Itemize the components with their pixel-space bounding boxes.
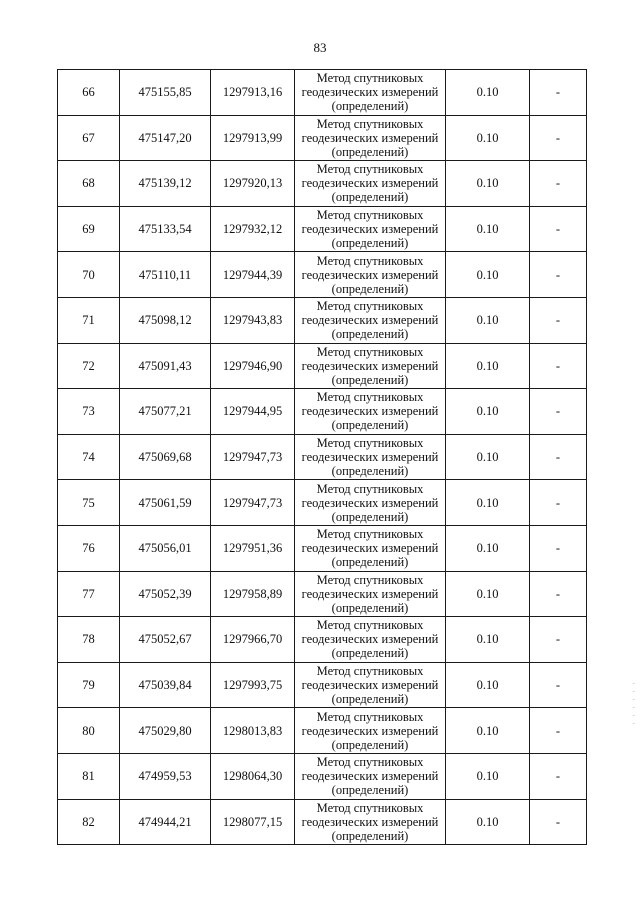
x-coordinate-cell: 474959,53 <box>120 753 211 799</box>
method-line: (определений) <box>331 783 409 798</box>
y-coordinate-cell: 1298077,15 <box>211 799 295 845</box>
method-line: геодезических измерений <box>301 769 439 784</box>
accuracy-cell: 0.10 <box>446 115 530 161</box>
accuracy-cell: 0.10 <box>446 617 530 663</box>
table-row <box>58 662 587 708</box>
method-line: геодезических измерений <box>301 450 439 465</box>
method-cell <box>295 252 446 298</box>
y-coordinate-cell: 1297920,13 <box>211 161 295 207</box>
y-coordinate-cell: 1297951,36 <box>211 525 295 571</box>
method-line: (определений) <box>331 144 409 159</box>
x-coordinate-cell: 475098,12 <box>120 297 211 343</box>
accuracy-cell: 0.10 <box>446 799 530 845</box>
x-coordinate-cell: 475133,54 <box>120 206 211 252</box>
accuracy-cell: 0.10 <box>446 525 530 571</box>
note-cell: - <box>530 252 587 298</box>
method-line: (определений) <box>331 372 409 387</box>
method-line: Метод спутниковых <box>316 344 424 359</box>
x-coordinate-cell: 475052,39 <box>120 571 211 617</box>
method-line: (определений) <box>331 600 409 615</box>
method-line: геодезических измерений <box>301 222 439 237</box>
method-line: геодезических измерений <box>301 176 439 191</box>
point-number-cell: 78 <box>58 617 120 663</box>
method-line: геодезических измерений <box>301 723 439 738</box>
y-coordinate-cell: 1297946,90 <box>211 343 295 389</box>
point-number-cell: 67 <box>58 115 120 161</box>
method-line: геодезических измерений <box>301 130 439 145</box>
method-line: геодезических измерений <box>301 267 439 282</box>
x-coordinate-cell: 475139,12 <box>120 161 211 207</box>
accuracy-cell: 0.10 <box>446 662 530 708</box>
table-row <box>58 480 587 526</box>
accuracy-cell: 0.10 <box>446 161 530 207</box>
method-line: (определений) <box>331 418 409 433</box>
method-cell <box>295 70 446 116</box>
table-row <box>58 799 587 845</box>
table-row <box>58 708 587 754</box>
y-coordinate-cell: 1297943,83 <box>211 297 295 343</box>
y-coordinate-cell: 1298064,30 <box>211 753 295 799</box>
x-coordinate-cell: 475091,43 <box>120 343 211 389</box>
method-line: Метод спутниковых <box>316 755 424 770</box>
point-number-cell: 66 <box>58 70 120 116</box>
y-coordinate-cell: 1297944,95 <box>211 389 295 435</box>
method-line: (определений) <box>331 646 409 661</box>
note-cell: - <box>530 571 587 617</box>
coordinates-table-body <box>58 70 587 845</box>
table-row <box>58 297 587 343</box>
method-cell <box>295 343 446 389</box>
method-cell <box>295 571 446 617</box>
method-line: Метод спутниковых <box>316 572 424 587</box>
margin-scan-artifact: . . . . . . <box>633 678 635 726</box>
y-coordinate-cell: 1298013,83 <box>211 708 295 754</box>
x-coordinate-cell: 474944,21 <box>120 799 211 845</box>
x-coordinate-cell: 475061,59 <box>120 480 211 526</box>
method-line: (определений) <box>331 327 409 342</box>
method-cell <box>295 480 446 526</box>
method-line: Метод спутниковых <box>316 116 424 131</box>
x-coordinate-cell: 475052,67 <box>120 617 211 663</box>
method-line: Метод спутниковых <box>316 664 424 679</box>
accuracy-cell: 0.10 <box>446 434 530 480</box>
accuracy-cell: 0.10 <box>446 708 530 754</box>
note-cell: - <box>530 297 587 343</box>
point-number-cell: 82 <box>58 799 120 845</box>
y-coordinate-cell: 1297913,16 <box>211 70 295 116</box>
method-line: геодезических измерений <box>301 404 439 419</box>
method-cell <box>295 206 446 252</box>
method-line: (определений) <box>331 555 409 570</box>
method-cell <box>295 434 446 480</box>
method-line: геодезических измерений <box>301 678 439 693</box>
method-line: Метод спутниковых <box>316 253 424 268</box>
table-row <box>58 70 587 116</box>
table-row <box>58 252 587 298</box>
point-number-cell: 77 <box>58 571 120 617</box>
note-cell: - <box>530 799 587 845</box>
method-cell <box>295 161 446 207</box>
method-cell <box>295 115 446 161</box>
table-row <box>58 206 587 252</box>
method-line: геодезических измерений <box>301 495 439 510</box>
method-line: Метод спутниковых <box>316 162 424 177</box>
method-line: (определений) <box>331 281 409 296</box>
method-line: (определений) <box>331 737 409 752</box>
method-line: Метод спутниковых <box>316 71 424 86</box>
point-number-cell: 80 <box>58 708 120 754</box>
table-row <box>58 525 587 571</box>
method-line: Метод спутниковых <box>316 481 424 496</box>
method-cell <box>295 617 446 663</box>
method-cell <box>295 708 446 754</box>
table-row <box>58 389 587 435</box>
x-coordinate-cell: 475077,21 <box>120 389 211 435</box>
accuracy-cell: 0.10 <box>446 343 530 389</box>
accuracy-cell: 0.10 <box>446 753 530 799</box>
table-row <box>58 753 587 799</box>
method-cell <box>295 753 446 799</box>
method-line: Метод спутниковых <box>316 299 424 314</box>
note-cell: - <box>530 389 587 435</box>
method-line: (определений) <box>331 99 409 114</box>
coordinates-table <box>57 69 587 845</box>
y-coordinate-cell: 1297958,89 <box>211 571 295 617</box>
point-number-cell: 75 <box>58 480 120 526</box>
accuracy-cell: 0.10 <box>446 389 530 435</box>
note-cell: - <box>530 480 587 526</box>
method-line: (определений) <box>331 692 409 707</box>
note-cell: - <box>530 753 587 799</box>
point-number-cell: 79 <box>58 662 120 708</box>
point-number-cell: 76 <box>58 525 120 571</box>
method-line: Метод спутниковых <box>316 800 424 815</box>
method-line: (определений) <box>331 464 409 479</box>
note-cell: - <box>530 525 587 571</box>
x-coordinate-cell: 475110,11 <box>120 252 211 298</box>
method-line: (определений) <box>331 509 409 524</box>
note-cell: - <box>530 343 587 389</box>
accuracy-cell: 0.10 <box>446 480 530 526</box>
note-cell: - <box>530 70 587 116</box>
y-coordinate-cell: 1297913,99 <box>211 115 295 161</box>
note-cell: - <box>530 115 587 161</box>
x-coordinate-cell: 475029,80 <box>120 708 211 754</box>
x-coordinate-cell: 475056,01 <box>120 525 211 571</box>
accuracy-cell: 0.10 <box>446 70 530 116</box>
method-line: геодезических измерений <box>301 586 439 601</box>
y-coordinate-cell: 1297947,73 <box>211 480 295 526</box>
table-row <box>58 617 587 663</box>
method-line: геодезических измерений <box>301 541 439 556</box>
method-line: геодезических измерений <box>301 85 439 100</box>
method-line: геодезических измерений <box>301 358 439 373</box>
point-number-cell: 68 <box>58 161 120 207</box>
y-coordinate-cell: 1297993,75 <box>211 662 295 708</box>
note-cell: - <box>530 206 587 252</box>
note-cell: - <box>530 434 587 480</box>
method-line: Метод спутниковых <box>316 618 424 633</box>
x-coordinate-cell: 475147,20 <box>120 115 211 161</box>
method-line: Метод спутниковых <box>316 527 424 542</box>
x-coordinate-cell: 475155,85 <box>120 70 211 116</box>
method-line: геодезических измерений <box>301 313 439 328</box>
accuracy-cell: 0.10 <box>446 252 530 298</box>
method-line: Метод спутниковых <box>316 709 424 724</box>
method-line: Метод спутниковых <box>316 390 424 405</box>
method-line: (определений) <box>331 190 409 205</box>
table-row <box>58 571 587 617</box>
point-number-cell: 81 <box>58 753 120 799</box>
note-cell: - <box>530 617 587 663</box>
point-number-cell: 73 <box>58 389 120 435</box>
method-cell <box>295 525 446 571</box>
table-row <box>58 115 587 161</box>
accuracy-cell: 0.10 <box>446 206 530 252</box>
note-cell: - <box>530 662 587 708</box>
x-coordinate-cell: 475039,84 <box>120 662 211 708</box>
table-row <box>58 161 587 207</box>
y-coordinate-cell: 1297932,12 <box>211 206 295 252</box>
method-cell <box>295 799 446 845</box>
point-number-cell: 71 <box>58 297 120 343</box>
table-row <box>58 343 587 389</box>
method-line: (определений) <box>331 828 409 843</box>
point-number-cell: 74 <box>58 434 120 480</box>
point-number-cell: 70 <box>58 252 120 298</box>
method-line: (определений) <box>331 236 409 251</box>
y-coordinate-cell: 1297944,39 <box>211 252 295 298</box>
method-line: геодезических измерений <box>301 814 439 829</box>
point-number-cell: 72 <box>58 343 120 389</box>
note-cell: - <box>530 708 587 754</box>
note-cell: - <box>530 161 587 207</box>
method-line: Метод спутниковых <box>316 436 424 451</box>
method-cell <box>295 389 446 435</box>
method-cell <box>295 662 446 708</box>
method-cell <box>295 297 446 343</box>
y-coordinate-cell: 1297947,73 <box>211 434 295 480</box>
method-line: геодезических измерений <box>301 632 439 647</box>
y-coordinate-cell: 1297966,70 <box>211 617 295 663</box>
accuracy-cell: 0.10 <box>446 571 530 617</box>
accuracy-cell: 0.10 <box>446 297 530 343</box>
x-coordinate-cell: 475069,68 <box>120 434 211 480</box>
page-number: 83 <box>313 40 327 55</box>
point-number-cell: 69 <box>58 206 120 252</box>
table-row <box>58 434 587 480</box>
method-line: Метод спутниковых <box>316 208 424 223</box>
